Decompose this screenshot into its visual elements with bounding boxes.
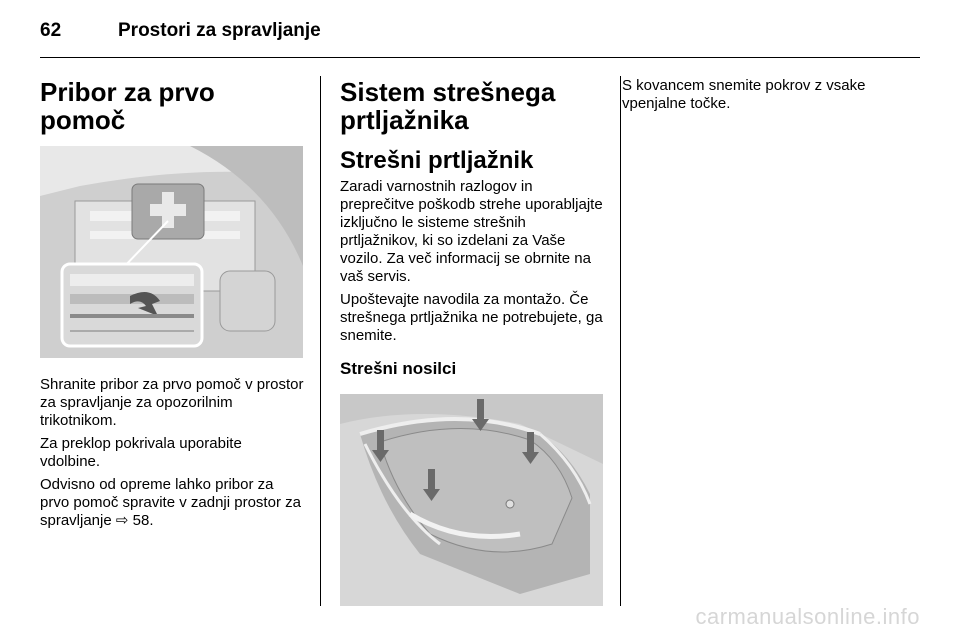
watermark: carmanualsonline.info	[695, 604, 920, 629]
roof-bars-paragraph: S kovancem snemite pokrov z vsake vpenjalne točke.	[622, 77, 866, 112]
page-reference-arrow-icon: ⇨	[115, 512, 129, 529]
roof-rack-paragraph-2: Upoštevajte navodila za montažo. Če strešnega prtljažnika ne potrebujete, ga snemite.	[340, 291, 603, 344]
header-rule	[40, 57, 920, 58]
page-number: 62	[40, 20, 62, 41]
first-aid-paragraph-1: Shranite pribor za prvo pomoč v prostor za spravljanje za opozorilnim trikotnikom.	[40, 376, 304, 429]
column-first-aid	[40, 74, 305, 530]
roof-bars-illustration	[340, 394, 603, 606]
page-header	[40, 20, 321, 50]
first-aid-illustration	[40, 146, 303, 358]
column-roof-rack	[340, 74, 605, 606]
first-aid-paragraph-3-text: Odvisno od opreme lahko pribor za prvo pomoč spravite v zadnji prostor za spravljanje	[40, 476, 301, 529]
first-aid-paragraph-2: Za preklop pokrivala uporabite vdolbine.	[40, 435, 242, 470]
column-divider-2	[620, 76, 621, 606]
page-title: Prostori za spravljanje	[118, 20, 321, 41]
subheading-roof-bars: Strešni nosilci	[340, 359, 457, 378]
section-heading-first-aid: Pribor za prvo pomoč	[40, 77, 215, 135]
roof-rack-paragraph-1: Zaradi varnostnih razlogov in preprečitve poškodb strehe uporabljajte izključno le sisteme strešnih prtljažnikov, ki so izdelani za Vaše vozilo. Za več informacij se obrnite na vaš servis.	[340, 178, 603, 285]
page-reference-number[interactable]: 58.	[132, 512, 154, 529]
column-roof-bars-continued	[622, 74, 912, 113]
column-divider-1	[320, 76, 321, 606]
subheading-roof-rack: Strešni prtljažnik	[340, 147, 534, 174]
first-aid-paragraph-3	[40, 476, 305, 530]
section-heading-roof-rack-system: Sistem strešnega prtljažnika	[340, 77, 556, 135]
